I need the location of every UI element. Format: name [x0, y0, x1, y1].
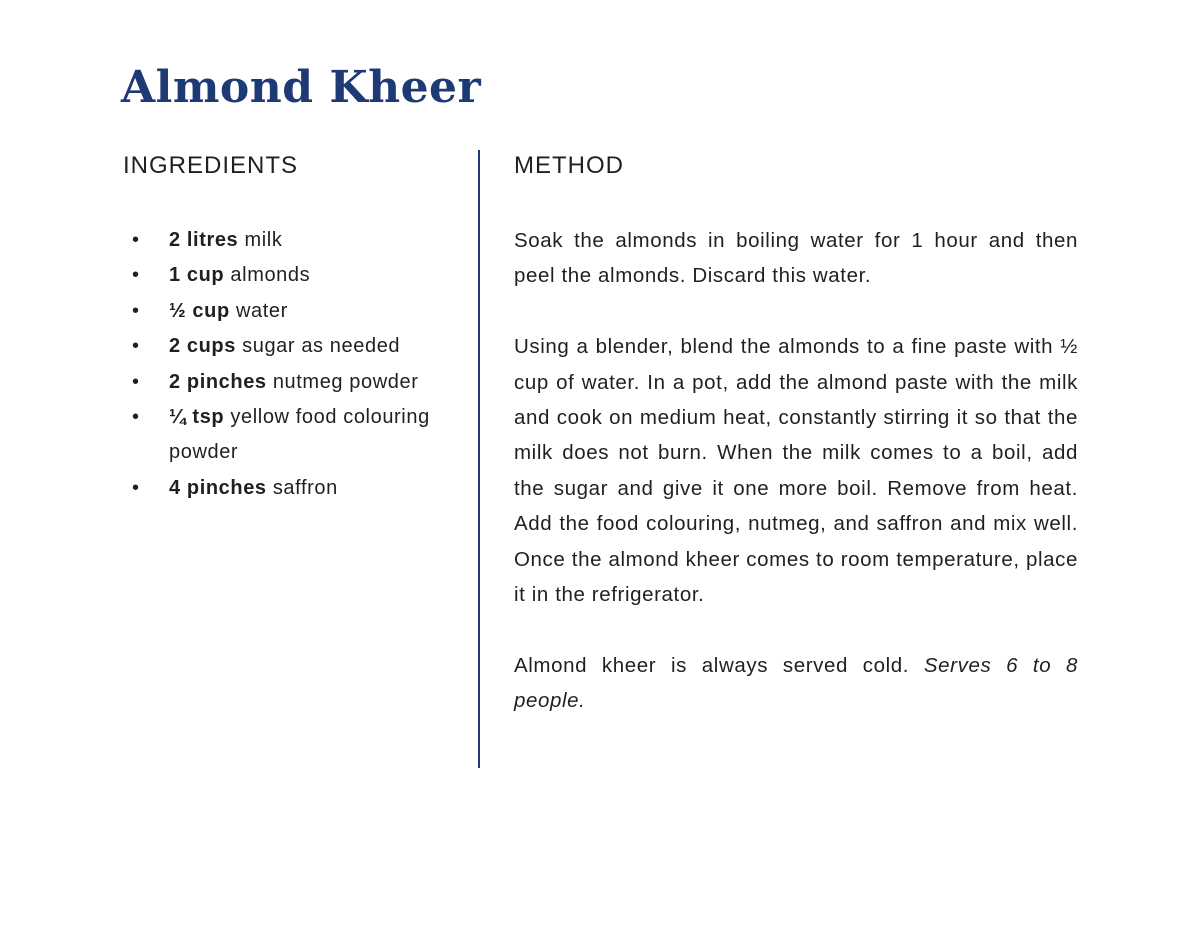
ingredient-quantity: 2 cups: [169, 335, 236, 358]
method-step-cook: Using a blender, blend the almonds to a fine paste with ½ cup of water. In a pot, add the almond paste with the milk and cook on medium heat, constantly stirring it so that the milk does not burn. When the milk comes to a boil, add the sugar and give it one more boil. Remove from heat. Add the food colouring, nutmeg, and saffron and mix well. Once the almond kheer comes to room temperature, place it in the refrigerator.: [514, 335, 1078, 607]
serves-count: Serves 6 to 8 people.: [514, 653, 1079, 713]
bullet-icon: •: [132, 229, 140, 251]
ingredient-name: milk: [244, 229, 283, 251]
ingredient-name: yellow food colouring powder: [169, 406, 430, 464]
ingredient-name: saffron: [272, 476, 338, 499]
list-item: [123, 258, 458, 293]
list-item: [123, 223, 458, 258]
bullet-icon: •: [132, 335, 140, 358]
ingredient-quantity: 2 pinches: [169, 370, 267, 393]
ingredient-name: nutmeg powder: [272, 370, 419, 393]
method-heading: METHOD: [514, 152, 624, 179]
bullet-icon: •: [132, 264, 140, 287]
ingredient-quantity: 1 cup: [169, 264, 225, 287]
ingredients-heading: INGREDIENTS: [123, 152, 299, 179]
list-item: [123, 294, 458, 329]
ingredient-quantity: 2 litres: [169, 229, 239, 251]
ingredients-list: [123, 223, 458, 506]
list-item: [123, 471, 458, 506]
list-item: [123, 365, 458, 400]
ingredient-quantity: ¼ tsp: [169, 406, 225, 429]
method-step-soak: Soak the almonds in boiling water for 1 hour and then peel the almonds. Discard this water.: [514, 229, 1078, 288]
list-item: [123, 400, 458, 471]
bullet-icon: •: [132, 406, 140, 429]
bullet-icon: •: [132, 299, 140, 322]
list-item: [123, 329, 458, 364]
bullet-icon: •: [132, 370, 140, 393]
method-step-serve: [514, 648, 1078, 719]
method-text: [514, 223, 1078, 719]
ingredient-name: water: [235, 299, 288, 322]
serving-note: Almond kheer is always served cold.: [514, 653, 910, 677]
column-divider: [478, 150, 480, 768]
ingredient-quantity: ½ cup: [169, 299, 230, 322]
bullet-icon: •: [132, 476, 140, 499]
ingredient-name: sugar as needed: [242, 335, 401, 358]
recipe-title: Almond Kheer: [121, 62, 482, 113]
ingredient-name: almonds: [230, 264, 311, 287]
ingredient-quantity: 4 pinches: [169, 476, 267, 499]
